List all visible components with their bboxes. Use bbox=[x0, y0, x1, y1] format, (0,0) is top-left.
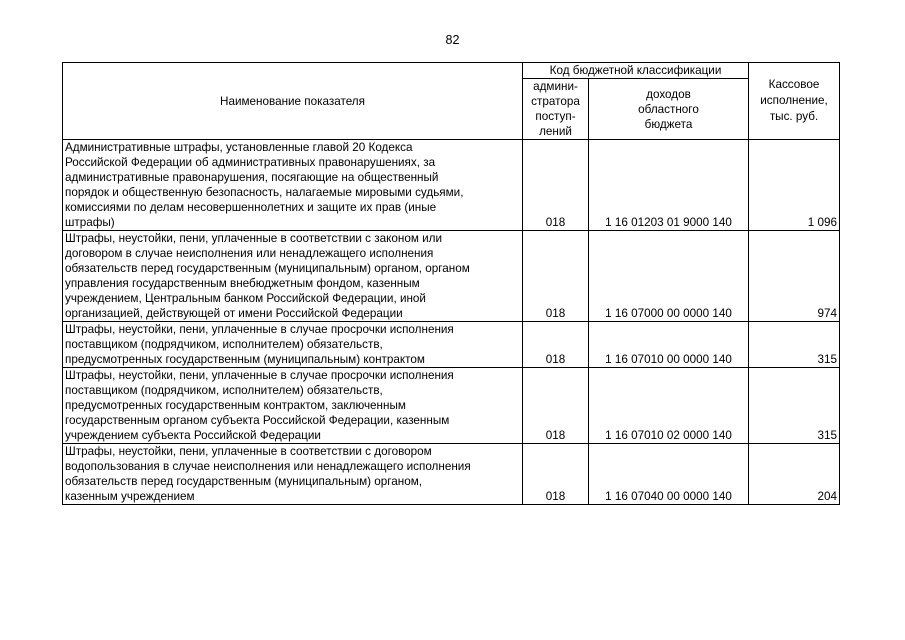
column-header-regional-income bbox=[589, 79, 749, 140]
indicator-name-cell bbox=[63, 444, 523, 505]
indicator-name-line: Штрафы, неустойки, пени, уплаченные в случае просрочки исполнения bbox=[65, 369, 454, 382]
header-line: тыс. руб. bbox=[769, 110, 819, 123]
indicator-name-line: казенным учреждением bbox=[65, 490, 195, 503]
indicator-name-line: государственным органом субъекта Российской Федерации, казенным bbox=[65, 414, 450, 427]
header-line: поступ- bbox=[535, 110, 576, 123]
amount-cell: 1 096 bbox=[749, 140, 840, 231]
indicator-name-line: управления государственным внебюджетным фондом, казенным bbox=[65, 277, 420, 290]
administrator-code-cell: 018 bbox=[523, 140, 589, 231]
indicator-name-line: обязательств перед государственным (муниципальным) органом, органом bbox=[65, 262, 470, 275]
indicator-name-line: учреждением субъекта Российской Федерации bbox=[65, 429, 321, 442]
indicator-name-line: Штрафы, неустойки, пени, уплаченные в соответствии с договором bbox=[65, 445, 432, 458]
indicator-name-line: административные правонарушения, посягающие на общественный bbox=[65, 171, 439, 184]
header-line: стратора bbox=[531, 95, 580, 108]
header-line: лений bbox=[539, 125, 572, 138]
budget-revenue-table bbox=[62, 62, 840, 505]
indicator-name-line: Штрафы, неустойки, пени, уплаченные в случае просрочки исполнения bbox=[65, 323, 454, 336]
indicator-name-line: Административные штрафы, установленные главой 20 Кодекса bbox=[65, 141, 413, 154]
column-header-budget-code: Код бюджетной классификации bbox=[523, 63, 749, 79]
indicator-name-line: поставщиком (подрядчиком, исполнителем) обязательств, bbox=[65, 384, 383, 397]
table-row bbox=[63, 444, 840, 505]
income-code-cell: 1 16 07010 00 0000 140 bbox=[589, 322, 749, 368]
income-code-cell: 1 16 07000 00 0000 140 bbox=[589, 231, 749, 322]
indicator-name-line: обязательств перед государственным (муниципальным) органом, bbox=[65, 475, 423, 488]
indicator-name-line: комиссиями по делам несовершеннолетних и защите их прав (иные bbox=[65, 201, 437, 214]
header-line: доходов bbox=[646, 87, 691, 101]
income-code-cell: 1 16 07010 02 0000 140 bbox=[589, 368, 749, 444]
indicator-name-line: Российской Федерации об административных правонарушениях, за bbox=[65, 156, 436, 169]
table-row bbox=[63, 322, 840, 368]
amount-cell: 974 bbox=[749, 231, 840, 322]
indicator-name-cell bbox=[63, 140, 523, 231]
column-header-cash-execution bbox=[749, 63, 840, 140]
indicator-name-cell bbox=[63, 231, 523, 322]
indicator-name-line: учреждением, Центральным банком Российской Федерации, иной bbox=[65, 292, 426, 305]
administrator-code-cell: 018 bbox=[523, 368, 589, 444]
header-line: исполнение, bbox=[760, 94, 828, 107]
indicator-name-line: порядок и общественную безопасность, налагаемые мировыми судьями, bbox=[65, 186, 464, 199]
indicator-name-line: организацией, действующей от имени Российской Федерации bbox=[65, 307, 403, 320]
administrator-code-cell: 018 bbox=[523, 322, 589, 368]
page-number: 82 bbox=[445, 33, 460, 47]
table-row bbox=[63, 368, 840, 444]
indicator-name-cell bbox=[63, 322, 523, 368]
indicator-name-line: водопользования в случае неисполнения или ненадлежащего исполнения bbox=[65, 460, 471, 473]
column-header-name: Наименование показателя bbox=[63, 63, 523, 140]
indicator-name-line: поставщиком (подрядчиком, исполнителем) обязательств, bbox=[65, 338, 383, 351]
income-code-cell: 1 16 01203 01 9000 140 bbox=[589, 140, 749, 231]
administrator-code-cell: 018 bbox=[523, 231, 589, 322]
indicator-name-cell bbox=[63, 368, 523, 444]
administrator-code-cell: 018 bbox=[523, 444, 589, 505]
amount-cell: 204 bbox=[749, 444, 840, 505]
indicator-name-line: Штрафы, неустойки, пени, уплаченные в соответствии с законом или bbox=[65, 232, 442, 245]
header-line: Кассовое bbox=[768, 78, 820, 91]
column-header-administrator bbox=[523, 79, 589, 140]
table-row bbox=[63, 231, 840, 322]
header-line: областного bbox=[638, 102, 699, 116]
amount-cell: 315 bbox=[749, 322, 840, 368]
header-line: бюджета bbox=[644, 117, 693, 131]
indicator-name-line: штрафы) bbox=[65, 216, 115, 229]
header-line: админи- bbox=[533, 80, 578, 93]
amount-cell: 315 bbox=[749, 368, 840, 444]
indicator-name-line: предусмотренных государственным (муниципальным) контрактом bbox=[65, 353, 425, 366]
table-row bbox=[63, 140, 840, 231]
indicator-name-line: договором в случае неисполнения или ненадлежащего исполнения bbox=[65, 247, 434, 260]
income-code-cell: 1 16 07040 00 0000 140 bbox=[589, 444, 749, 505]
indicator-name-line: предусмотренных государственным контрактом, заключенным bbox=[65, 399, 406, 412]
